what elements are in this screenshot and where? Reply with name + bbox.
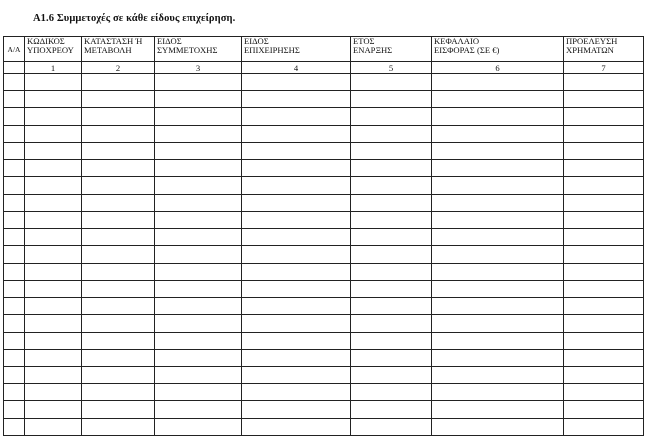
table-cell[interactable] xyxy=(25,366,82,383)
table-cell[interactable] xyxy=(564,91,644,108)
table-cell[interactable] xyxy=(25,108,82,125)
table-cell[interactable] xyxy=(432,366,564,383)
table-cell[interactable] xyxy=(242,366,351,383)
table-cell[interactable] xyxy=(4,263,25,280)
table-cell[interactable] xyxy=(242,160,351,177)
table-cell[interactable] xyxy=(25,160,82,177)
table-cell[interactable] xyxy=(432,142,564,159)
table-row xyxy=(4,125,644,142)
participations-table xyxy=(3,36,644,436)
table-cell[interactable] xyxy=(564,229,644,246)
table-cell[interactable] xyxy=(155,177,242,194)
table-cell[interactable] xyxy=(432,91,564,108)
table-row xyxy=(4,418,644,435)
table-cell[interactable] xyxy=(25,91,82,108)
table-cell[interactable] xyxy=(351,263,432,280)
table-cell[interactable] xyxy=(82,263,155,280)
table-cell[interactable] xyxy=(82,401,155,418)
table-cell[interactable] xyxy=(4,91,25,108)
table-cell[interactable] xyxy=(82,160,155,177)
table-cell[interactable] xyxy=(351,229,432,246)
table-cell[interactable] xyxy=(432,298,564,315)
col-number-2: 2 xyxy=(82,62,155,74)
table-cell[interactable] xyxy=(564,263,644,280)
table-row xyxy=(4,142,644,159)
table-cell[interactable] xyxy=(242,194,351,211)
table-cell[interactable] xyxy=(25,298,82,315)
table-cell[interactable] xyxy=(242,177,351,194)
table-row xyxy=(4,229,644,246)
col-header-proeleusi: ΠΡΟΕΛΕΥΣΗ ΧΡΗΜΑΤΩΝ xyxy=(564,37,644,62)
table-cell[interactable] xyxy=(351,211,432,228)
table-cell[interactable] xyxy=(25,229,82,246)
table-cell[interactable] xyxy=(155,160,242,177)
table-row xyxy=(4,315,644,332)
col-number-1: 1 xyxy=(25,62,82,74)
table-cell[interactable] xyxy=(242,384,351,401)
table-cell[interactable] xyxy=(155,229,242,246)
table-cell[interactable] xyxy=(351,298,432,315)
table-cell[interactable] xyxy=(564,125,644,142)
table-cell[interactable] xyxy=(432,349,564,366)
table-cell[interactable] xyxy=(432,246,564,263)
header-row xyxy=(4,37,644,62)
table-cell[interactable] xyxy=(351,125,432,142)
table-cell[interactable] xyxy=(432,384,564,401)
col-number-aa xyxy=(4,62,25,74)
table-cell[interactable] xyxy=(155,211,242,228)
table-cell[interactable] xyxy=(351,160,432,177)
table-cell[interactable] xyxy=(242,401,351,418)
table-cell[interactable] xyxy=(432,125,564,142)
form-rows xyxy=(4,74,644,436)
table-cell[interactable] xyxy=(351,142,432,159)
table-cell[interactable] xyxy=(4,280,25,297)
table-cell[interactable] xyxy=(155,91,242,108)
table-cell[interactable] xyxy=(432,280,564,297)
table-row xyxy=(4,160,644,177)
col-number-5: 5 xyxy=(351,62,432,74)
table-cell[interactable] xyxy=(351,315,432,332)
table-cell[interactable] xyxy=(4,401,25,418)
table-cell[interactable] xyxy=(25,384,82,401)
table-cell[interactable] xyxy=(351,246,432,263)
col-header-aa: Α/Α xyxy=(4,37,25,62)
table-cell[interactable] xyxy=(155,125,242,142)
table-cell[interactable] xyxy=(82,384,155,401)
table-cell[interactable] xyxy=(432,108,564,125)
table-cell[interactable] xyxy=(25,125,82,142)
table-row xyxy=(4,263,644,280)
table-cell[interactable] xyxy=(564,418,644,435)
table-cell[interactable] xyxy=(4,125,25,142)
table-cell[interactable] xyxy=(25,332,82,349)
table-cell[interactable] xyxy=(432,229,564,246)
table-cell[interactable] xyxy=(25,418,82,435)
table-cell[interactable] xyxy=(82,108,155,125)
table-cell[interactable] xyxy=(4,108,25,125)
table-cell[interactable] xyxy=(564,366,644,383)
table-cell[interactable] xyxy=(82,280,155,297)
table-cell[interactable] xyxy=(564,332,644,349)
table-cell[interactable] xyxy=(351,401,432,418)
table-cell[interactable] xyxy=(432,160,564,177)
table-cell[interactable] xyxy=(4,74,25,91)
table-cell[interactable] xyxy=(25,280,82,297)
table-row xyxy=(4,401,644,418)
table-cell[interactable] xyxy=(432,263,564,280)
table-cell[interactable] xyxy=(564,74,644,91)
table-cell[interactable] xyxy=(82,211,155,228)
table-cell[interactable] xyxy=(4,418,25,435)
table-cell[interactable] xyxy=(155,142,242,159)
table-cell[interactable] xyxy=(564,177,644,194)
col-header-katastasi: ΚΑΤΑΣΤΑΣΗ Ή ΜΕΤΑΒΟΛΗ xyxy=(82,37,155,62)
table-cell[interactable] xyxy=(242,74,351,91)
table-cell[interactable] xyxy=(82,229,155,246)
form-section-title: A1.6 Συμμετοχές σε κάθε είδους επιχείρηση. xyxy=(33,13,236,24)
table-cell[interactable] xyxy=(242,349,351,366)
table-cell[interactable] xyxy=(564,160,644,177)
table-row xyxy=(4,246,644,263)
table-cell[interactable] xyxy=(4,211,25,228)
table-cell[interactable] xyxy=(564,298,644,315)
table-cell[interactable] xyxy=(25,74,82,91)
table-cell[interactable] xyxy=(242,229,351,246)
table-cell[interactable] xyxy=(4,298,25,315)
table-cell[interactable] xyxy=(155,349,242,366)
table-cell[interactable] xyxy=(82,125,155,142)
table-cell[interactable] xyxy=(432,332,564,349)
table-cell[interactable] xyxy=(82,74,155,91)
table-cell[interactable] xyxy=(4,229,25,246)
table-cell[interactable] xyxy=(432,418,564,435)
table-cell[interactable] xyxy=(25,177,82,194)
table-cell[interactable] xyxy=(155,280,242,297)
table-cell[interactable] xyxy=(351,280,432,297)
table-cell[interactable] xyxy=(351,332,432,349)
table-cell[interactable] xyxy=(4,177,25,194)
table-row xyxy=(4,280,644,297)
table-cell[interactable] xyxy=(25,315,82,332)
table-cell[interactable] xyxy=(82,315,155,332)
table-row xyxy=(4,298,644,315)
table-cell[interactable] xyxy=(4,384,25,401)
table-cell[interactable] xyxy=(4,142,25,159)
table-cell[interactable] xyxy=(432,177,564,194)
table-cell[interactable] xyxy=(25,142,82,159)
table-cell[interactable] xyxy=(351,194,432,211)
table-cell[interactable] xyxy=(242,280,351,297)
col-number-3: 3 xyxy=(155,62,242,74)
col-header-eidos-epixeirisis: ΕΙΔΟΣ ΕΠΙΧΕΙΡΗΣΗΣ xyxy=(242,37,351,62)
table-cell[interactable] xyxy=(82,91,155,108)
table-cell[interactable] xyxy=(242,418,351,435)
table-cell[interactable] xyxy=(4,160,25,177)
table-cell[interactable] xyxy=(564,194,644,211)
table-cell[interactable] xyxy=(25,194,82,211)
col-header-eidos-symmetoxis: ΕΙΔΟΣ ΣΥΜΜΕΤΟΧΗΣ xyxy=(155,37,242,62)
table-cell[interactable] xyxy=(432,194,564,211)
table-cell[interactable] xyxy=(155,332,242,349)
table-cell[interactable] xyxy=(564,142,644,159)
table-cell[interactable] xyxy=(351,384,432,401)
table-cell[interactable] xyxy=(351,366,432,383)
table-cell[interactable] xyxy=(82,194,155,211)
col-header-kodikos: ΚΩΔΙΚΟΣ ΥΠΟΧΡΕΟΥ xyxy=(25,37,82,62)
table-cell[interactable] xyxy=(82,366,155,383)
table-cell[interactable] xyxy=(25,246,82,263)
table-cell[interactable] xyxy=(564,349,644,366)
col-number-4: 4 xyxy=(242,62,351,74)
table-cell[interactable] xyxy=(351,177,432,194)
table-cell[interactable] xyxy=(82,177,155,194)
table-cell[interactable] xyxy=(242,263,351,280)
table-cell[interactable] xyxy=(242,108,351,125)
table-cell[interactable] xyxy=(155,298,242,315)
table-cell[interactable] xyxy=(242,332,351,349)
table-cell[interactable] xyxy=(82,142,155,159)
table-cell[interactable] xyxy=(242,246,351,263)
table-cell[interactable] xyxy=(351,418,432,435)
table-cell[interactable] xyxy=(432,401,564,418)
table-row xyxy=(4,194,644,211)
col-number-7: 7 xyxy=(564,62,644,74)
table-cell[interactable] xyxy=(564,108,644,125)
table-cell[interactable] xyxy=(564,211,644,228)
table-cell[interactable] xyxy=(82,349,155,366)
table-row xyxy=(4,332,644,349)
table-cell[interactable] xyxy=(351,74,432,91)
table-cell[interactable] xyxy=(242,91,351,108)
col-number-6: 6 xyxy=(432,62,564,74)
col-header-etos-enarxis: ΕΤΟΣ ΕΝΑΡΞΗΣ xyxy=(351,37,432,62)
table-cell[interactable] xyxy=(432,211,564,228)
table-cell[interactable] xyxy=(82,298,155,315)
table-cell[interactable] xyxy=(242,298,351,315)
table-cell[interactable] xyxy=(4,194,25,211)
table-row xyxy=(4,384,644,401)
column-number-row xyxy=(4,62,644,74)
table-cell[interactable] xyxy=(4,366,25,383)
table-cell[interactable] xyxy=(242,125,351,142)
table-cell[interactable] xyxy=(564,384,644,401)
table-cell[interactable] xyxy=(155,315,242,332)
table-cell[interactable] xyxy=(4,349,25,366)
table-cell[interactable] xyxy=(242,142,351,159)
table-row xyxy=(4,108,644,125)
table-cell[interactable] xyxy=(564,280,644,297)
table-cell[interactable] xyxy=(155,74,242,91)
table-cell[interactable] xyxy=(25,401,82,418)
table-cell[interactable] xyxy=(155,194,242,211)
table-cell[interactable] xyxy=(4,246,25,263)
table-cell[interactable] xyxy=(351,108,432,125)
table-row xyxy=(4,91,644,108)
table-cell[interactable] xyxy=(432,74,564,91)
table-cell[interactable] xyxy=(155,246,242,263)
table-cell[interactable] xyxy=(155,384,242,401)
table-cell[interactable] xyxy=(25,263,82,280)
table-cell[interactable] xyxy=(564,401,644,418)
table-cell[interactable] xyxy=(4,332,25,349)
table-row xyxy=(4,74,644,91)
table-cell[interactable] xyxy=(25,211,82,228)
table-cell[interactable] xyxy=(155,263,242,280)
table-row xyxy=(4,177,644,194)
table-cell[interactable] xyxy=(432,315,564,332)
table-cell[interactable] xyxy=(155,108,242,125)
table-cell[interactable] xyxy=(155,366,242,383)
table-cell[interactable] xyxy=(82,418,155,435)
table-cell[interactable] xyxy=(82,246,155,263)
col-header-kefalaio: ΚΕΦΑΛΑΙΟ ΕΙΣΦΟΡΑΣ (ΣΕ €) xyxy=(432,37,564,62)
table-cell[interactable] xyxy=(82,332,155,349)
table-cell[interactable] xyxy=(4,315,25,332)
table-cell[interactable] xyxy=(25,349,82,366)
table-row xyxy=(4,211,644,228)
table-cell[interactable] xyxy=(351,91,432,108)
table-cell[interactable] xyxy=(242,211,351,228)
table-cell[interactable] xyxy=(155,401,242,418)
table-cell[interactable] xyxy=(351,349,432,366)
table-cell[interactable] xyxy=(242,315,351,332)
table-cell[interactable] xyxy=(564,246,644,263)
table-cell[interactable] xyxy=(155,418,242,435)
table-row xyxy=(4,349,644,366)
table-row xyxy=(4,366,644,383)
table-cell[interactable] xyxy=(564,315,644,332)
